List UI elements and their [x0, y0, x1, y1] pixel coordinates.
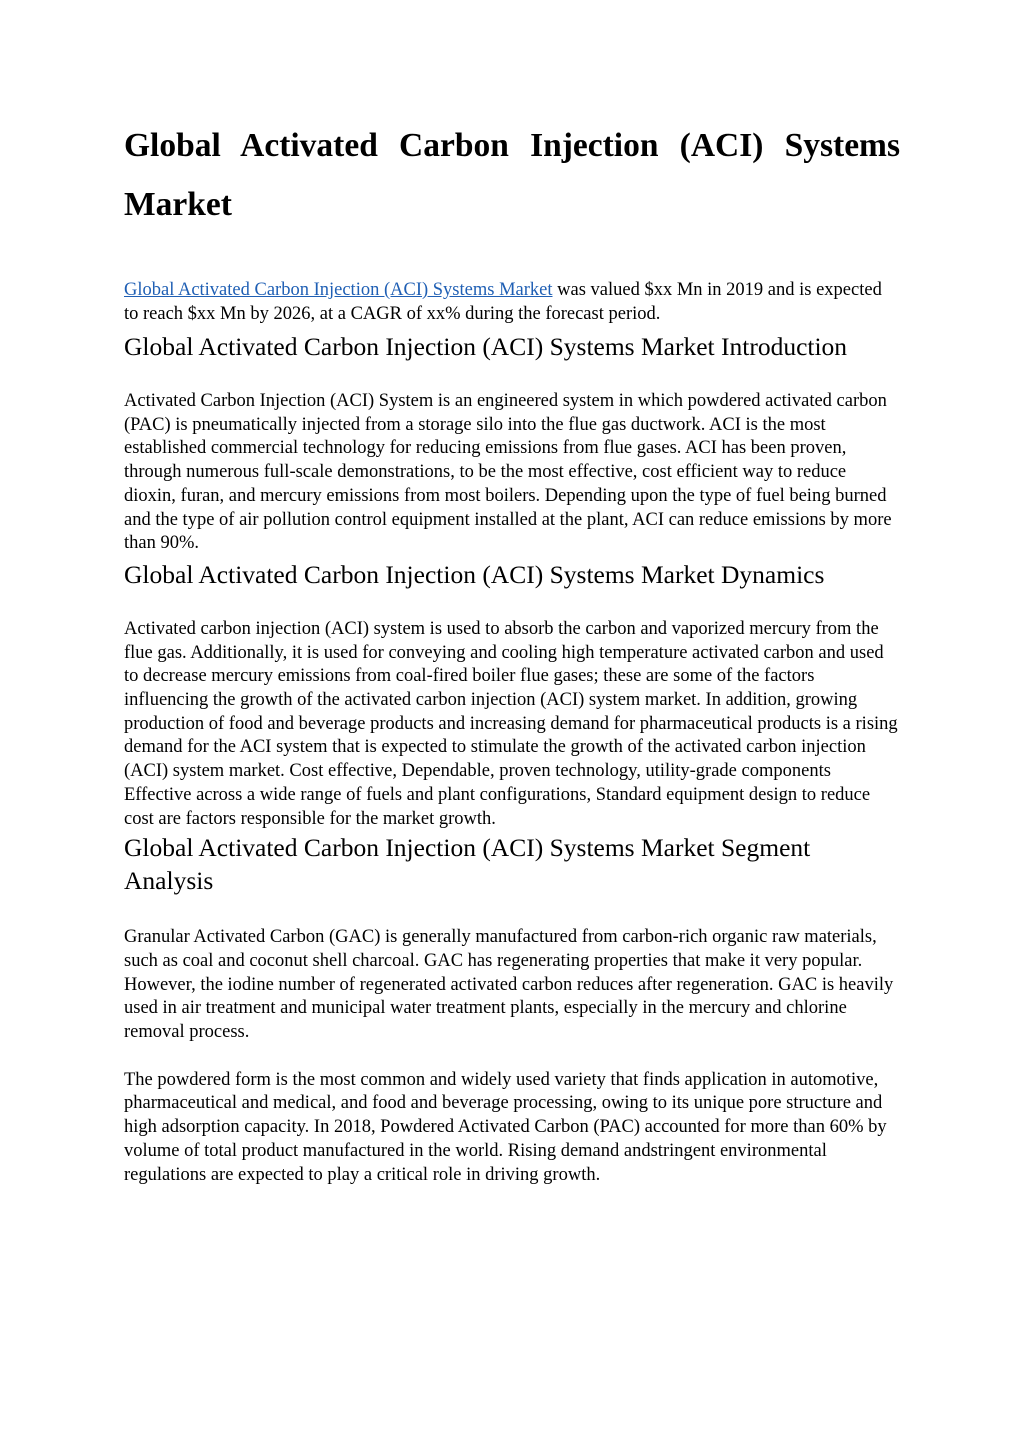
paragraph-introduction: Activated Carbon Injection (ACI) System is an engineered system in which powdered activated carbon (PAC) is pneumatically injected from a storage silo into the flue gas ductwork. ACI is the most established commercial technology for reducing emissions from flue gases. ACI has been proven, through numerous full-scale demonstrations, to be the most effective, cost efficient way to reduce dioxin, furan, and mercury emissions from most boilers. Depending upon the type of fuel being burned and the type of air pollution control equipment installed at the plant, ACI can reduce emissions by more than 90%. — [124, 391, 892, 554]
section-heading-segment-analysis: Global Activated Carbon Injection (ACI) Systems Market Segment Analysis — [124, 833, 811, 896]
paragraph-pac: The powdered form is the most common and widely used variety that finds application in automotive, pharmaceutical and medical, and food and beverage processing, owing to its unique pore structure and high adsorption capacity. In 2018, Powdered Activated Carbon (PAC) accounted for more than 60% by volume of total product manufactured in the world. Rising demand andstringent environmental regulations are expected to play a critical role in driving growth. — [124, 1069, 887, 1185]
paragraph-dynamics: Activated carbon injection (ACI) system is used to absorb the carbon and vaporized mercury from the flue gas. Additionally, it is used for conveying and cooling high temperature activated carbon and used to decrease mercury emissions from coal-fired boiler flue gases; these are some of the factors influencing the growth of the activated carbon injection (ACI) system market. In addition, growing production of food and beverage products and increasing demand for pharmaceutical products is a rising demand for the ACI system that is expected to stimulate the growth of the activated carbon injection (ACI) system market. Cost effective, Dependable, proven technology, utility-grade components Effective across a wide range of fuels and plant configurations, Standard equipment design to reduce cost are factors responsible for the market growth. — [124, 618, 898, 829]
document-page — [124, 0, 900, 1187]
document-title: Global Activated Carbon Injection (ACI) Systems Market — [124, 127, 900, 223]
intro-paragraph — [124, 278, 900, 326]
paragraph-gac: Granular Activated Carbon (GAC) is generally manufactured from carbon-rich organic raw materials, such as coal and coconut shell charcoal. GAC has regenerating properties that make it very popular. However, the iodine number of regenerated activated carbon reduces after regeneration. GAC is heavily used in air treatment and municipal water treatment plants, especially in the mercury and chlorine removal process. — [124, 927, 894, 1043]
section-heading-dynamics: Global Activated Carbon Injection (ACI) Systems Market Dynamics — [124, 559, 825, 589]
market-report-link[interactable]: Global Activated Carbon Injection (ACI) Systems Market — [124, 280, 553, 300]
section-heading-introduction: Global Activated Carbon Injection (ACI) Systems Market Introduction — [124, 332, 848, 361]
intro-text: was valued $xx Mn in 2019 and is expected to reach $xx Mn by 2026, at a CAGR of xx% during the forecast period. — [124, 280, 882, 324]
